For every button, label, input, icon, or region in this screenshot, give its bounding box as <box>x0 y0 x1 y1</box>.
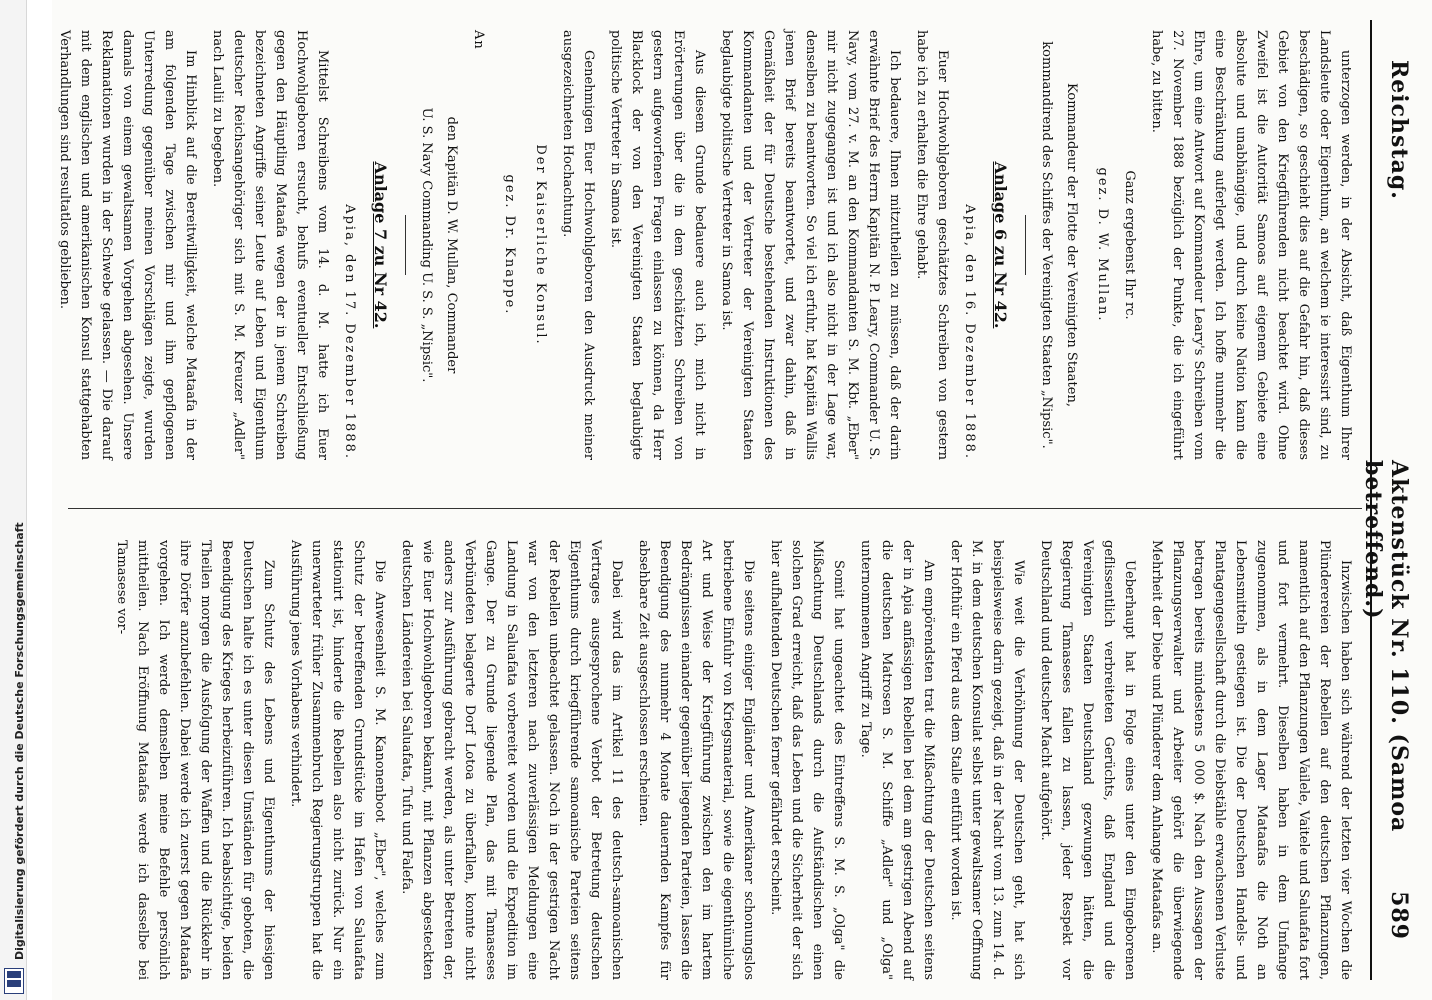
paragraph: Aus diesem Grunde bedauere auch ich, mich nicht in Erörterungen über die in dem geschätzten Schreiben von gestern aufgeworfenen Fragen einlassen zu können, da Herr Blacklock der von den Vereinigten Staaten beglaubigte politische Vertreter in Samoa ist. <box>608 30 707 460</box>
divider <box>1025 215 1026 275</box>
paragraph: Wie weit die Verhöhnung der Deutschen geht, hat sich beispielsweise darin gezeigt, daß in der Nacht vom 13. zum 14. d. M. in dem deutschen Konsulat selbst unter gewaltsamer Oeffnung der Hofthür ein Pferd aus dem Stalle entführt worden ist. <box>948 540 1026 980</box>
paragraph: Die Anwesenheit S. M. Kanonenboot „Eber", welches zum Schutz der betreffenden Grundstücke im Hafen von Saluafata stationirt ist, hinderte die Rebellen also nicht zurück. Nur ein unerwarteter früher Zusammenbruch Regierungstruppen hat die Ausführung jenes Vorhabens verhindert. <box>288 540 387 980</box>
addressee-line: U. S. Navy Commanding U. S. S. „Nipsic". <box>419 107 434 383</box>
paragraph: Im Hinblick auf die Bereitwilligkeit, welche Mataafa in der am folgenden Tage zwischen mir und ihm gepflogenen Unterredung gegenüber meinen Vorschlägen zeigte, wurden damals von einem gewaltsamen Vorgehen abgesehen. Unsere Reklamationen wurden in der Schwebe gelassen. — Die darauf mit dem englischen und amerikanischen Konsul stattgehabten Verhandlungen sind resultatlos geblieben. <box>57 30 198 460</box>
divider <box>405 215 406 275</box>
addressee-line: den Kapitän D. W. Mullan, Commander <box>444 116 459 374</box>
paragraph: Am empörendsten trat die Mißachtung der Deutschen seitens der in Apia anfässigen Rebellen bei dem am gestrigen Abend auf die deutschen Matrosen S. M. Schiffe „Adler" und „Olga" unternommenen Angriff zu Tage. <box>858 540 936 980</box>
appendix-heading: Anlage 7 zu Nr 42. <box>371 161 390 329</box>
page-number: 589 <box>1386 891 1412 940</box>
paragraph: Ich bedauere, Ihnen mitzutheilen zu müssen, daß der darin erwähnte Brief des Herrn Kapitän N. P. Leary, Commander U. S. Navy, vom 27. v. M. an den Kommandanten S. M. Kbt. „Eber" mir nicht zugegangen ist und ich also nicht in der Lage war, denselben zu beantworten. So viel ich erfuhr, hat Kapitän Wallis jenen Brief bereits beantwortet, und zwar dahin, daß in Gemäßheit der für Deutsche bestehenden Instruktionen des Kommandanten und der Vertreter der Vereinigten Staaten beglaubigte politische Vertreter in Samoa ist. <box>719 30 902 460</box>
paragraph: Mittelst Schreibens vom 14. d. M. hatte ich Euer Hochwohlgeboren ersucht, behufs eventueller Entschließung gegen den Häuptling Mataafa wegen der in jenem Schreiben bezeichneten Angriffe seiner Leute auf Leben und Eigenthum deutscher Reichsangehöriger sich mit S. M. Kreuzer „Adler" nach Laulii zu begeben. <box>210 30 330 460</box>
paragraph: Genehmigen Euer Hochwohlgeboren den Ausdruck meiner ausgezeichneten Hochachtung. <box>560 30 596 460</box>
paragraph: Zum Schutz des Lebens und Eigenthums der hiesigen Deutschen halte ich es unter diesen Umständen für geboten, die Beendigung des Krieges herbeizuführen. Ich beabsichtige, beiden Theilen morgen die Ausfolgung der Waffen und die Rückkehr in ihre Dörfer anzubefehlen. Dabei werde ich zuerst gegen Mataafa vorgehen. Ich werde demselben meine Befehle persönlich mittheilen. Nach Eröffnung Mataafas werde ich dasselbe bei Tamasese vor- <box>114 540 276 980</box>
closing: Ganz ergebenst Ihr rc. <box>1122 170 1137 320</box>
signature-name: gez. Dr. Knappe. <box>502 174 517 316</box>
header-left: Reichstag. <box>1386 60 1412 200</box>
addressee-prefix: An <box>471 30 486 50</box>
letter-date: Apia, den 16. Dezember 1888. <box>962 204 977 460</box>
scanned-page <box>52 0 1432 1000</box>
paragraph: Dabei wird das im Artikel 11 des deutsch-samoanischen Vertrages ausgesprochene Verbot der Betretung deutschen Eigenthums durch kriegführende samoanische Parteien seitens der Rebellen unbeachtet gelassen. Noch in der gestrigen Nacht war von den letzteren nach zuverlässigen Meldungen eine Landung in Saluafata vorbereitet worden und die Expedition im Gange. Der zu Grunde liegende Plan, das mit Tamaseses Verbündeten belagerte Dorf Lotoa zu überfallen, konnte nicht anders zur Ausführung gebracht werden, als unter Betreten der, wie Euer Hochwohlgeboren bekannt, mit Pflanzen abgesteckten deutschen Ländereien bei Saluafata, Tufu und Falefa. <box>399 540 624 980</box>
attribution-strip <box>0 0 27 1000</box>
paragraph: Euer Hochwohlgeboren geschätztes Schreiben von gestern habe ich zu erhalten die Ehre gehabt. <box>914 30 950 460</box>
signature-name: gez. D. W. Mullan. <box>1095 167 1110 323</box>
column-right <box>68 540 1356 980</box>
paragraph: Inzwischen haben sich während der letzten vier Wochen die Plünderereien der Rebellen auf den deutschen Pflanzungen, namentlich auf den Pflanzungen Vailele, Vaitele und Saluafata fort und fort vermehrt. Dieselben haben in dem Umfange zugenommen, als in dem Lager Mataafas die Noth an Lebensmitteln gestiegen ist. Die der Deutschen Handels- und Plantagengesellschaft durch die Diebstähle erwachsenen Verluste betragen bereits mindestens 5 000 $. Nach den Aussagen der Pflanzungsverwalter und Arbeiter gehört die überwiegende Mehrheit der Diebe und Plünderer dem Anhange Mataafas an. <box>1149 540 1353 980</box>
signature-title: kommandirend des Schiffes der Vereinigten Staaten „Nipsic". <box>1039 41 1054 449</box>
signature-title: Der Kaiserliche Konsul. <box>533 144 548 346</box>
dfg-logo-icon <box>4 968 24 994</box>
letter-date: Apia, den 17. Dezember 1888. <box>342 204 357 460</box>
column-left <box>57 30 1356 460</box>
appendix-heading: Anlage 6 zu Nr 42. <box>991 161 1010 329</box>
column-divider <box>68 508 1362 509</box>
signature-title: Kommandeur der Flotte der Vereinigten Staaten, <box>1064 83 1079 407</box>
page-header <box>1360 20 1416 980</box>
paragraph: unterzogen werden, in der Absicht, daß Eigenthum Ihrer Landsleute oder Eigenthum, an welchem ie interessirt sind, zu beschädigen, so geschieht dies auf die Gefahr hin, daß dieses Gebiet von den Kriegführenden nicht beachtet wird. Ohne Zweifel ist die Autorität Samoas auf eigenem Gebiete eine absolute und unabhängige, und durch keine Nation kann die eine Beschränkung auferlegt werden. Ich hoffe nunmehr die Ehre, um eine Antwort auf Kommandeur Leary's Schreiben vom 27. November 1888 bezüglich der Punkte, die ich eingeführt habe, zu bitten. <box>1149 30 1353 460</box>
header-center: Aktenstück Nr. 110. (Samoa betreffend.) <box>1360 460 1412 833</box>
paragraph: Die seitens einiger Engländer und Amerikaner schonungslos betriebene Einfuhr von Kriegsmaterial, sowie die eigenthümliche Art und Weise der Kriegführung zwischen den im hartem Bedrängnissen einander gegenüber liegenden Parteien, lassen die Beendigung des nunmehr 4 Monate dauernden Kampfes für absehbare Zeit ausgeschlossen erscheinen. <box>636 540 756 980</box>
paragraph: Somit hat ungeachtet des Eintreffens S. M. S. „Olga" die Mißachtung Deutschlands durch die Aufständischen einen solchen Grad erreicht, daß das Leben und die Sicherheit der sich hier aufhaltenden Deutschen ferner gefährdet erscheint. <box>768 540 846 980</box>
paragraph: Ueberhaupt hat in Folge eines unter den Eingeborenen geflissentlich verbreiteten Gerüchts, daß England und die Vereinigten Staaten Deutschland gezwungen hätten, die Regierung Tamaseses fallen zu lassen, jeder Respekt vor Deutschland und deutscher Macht aufgehört. <box>1038 540 1137 980</box>
attribution-text: Digitalisierung gefördert durch die Deutsche Forschungsgemeinschaft <box>13 522 26 960</box>
